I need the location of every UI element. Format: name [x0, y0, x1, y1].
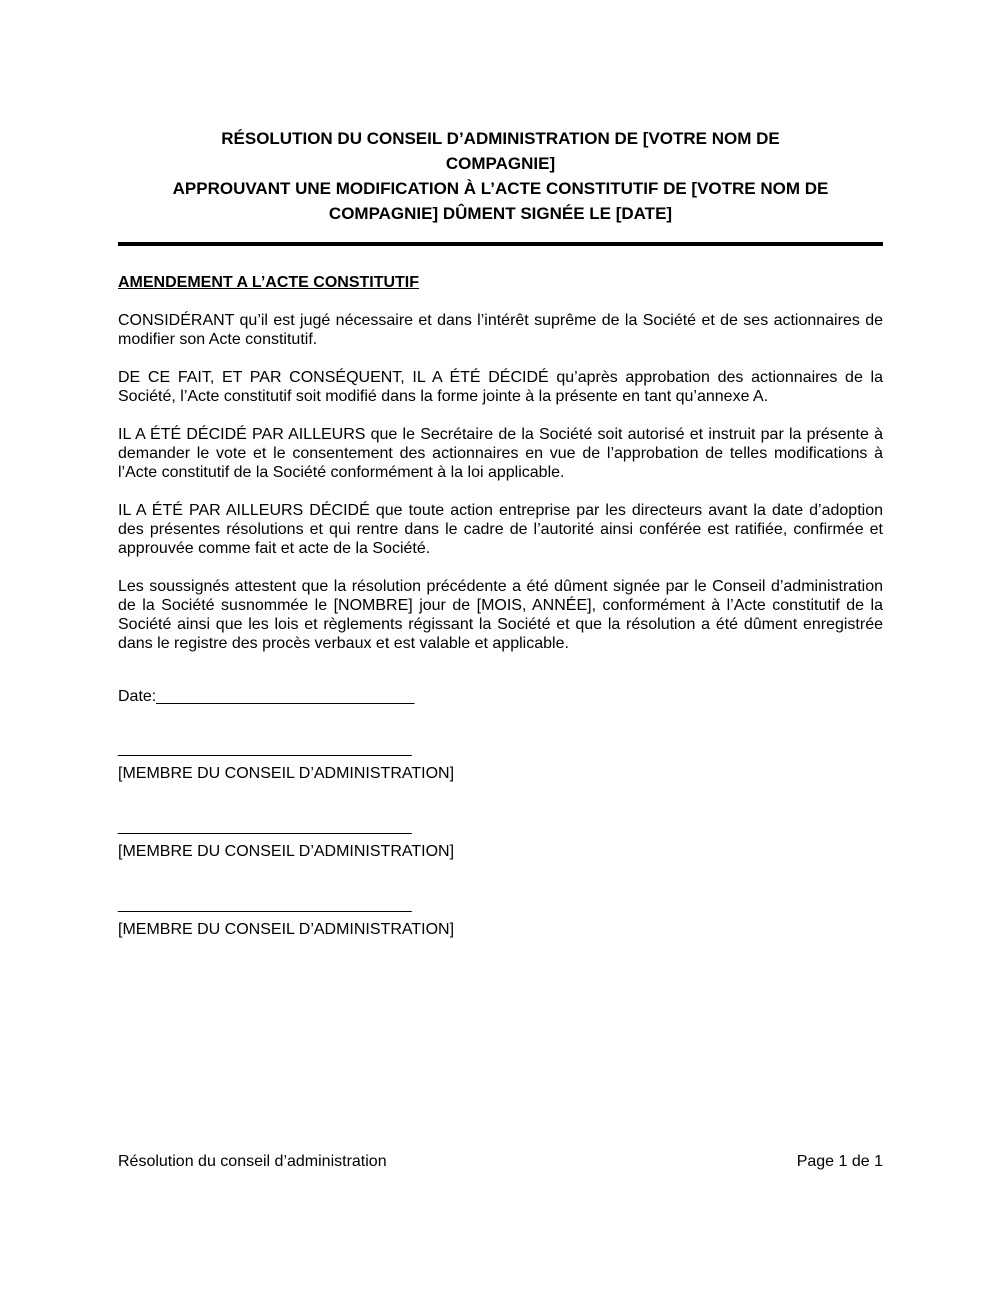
footer-page-number: Page 1 de 1: [796, 1153, 883, 1170]
footer-document-name: Résolution du conseil d’administration: [118, 1153, 387, 1170]
title-line: COMPAGNIE]: [445, 154, 556, 173]
date-label: Date:: [118, 688, 157, 705]
signature-line: _________________________________: [118, 896, 412, 913]
date-underline: _____________________________: [156, 688, 415, 705]
date-row: [118, 687, 883, 706]
signature-label: [MEMBRE DU CONSEIL D’ADMINISTRATION]: [118, 921, 455, 938]
title-line: APPROUVANT UNE MODIFICATION À L’ACTE CONSTITUTIF DE [VOTRE NOM DE: [172, 179, 829, 198]
paragraph-attestation: Les soussignés attestent que la résolution précédente a été dûment signée par le Conseil d’administration de la Société susnommée le [NOMBRE] jour de [MOIS, ANNÉE], conformément à l’Acte constitutif de la Société ainsi que les lois et règlements régissant la Société et que la résolution a été dûment enregistrée dans le registre des procès verbaux et est valable et applicable.: [118, 578, 883, 652]
signature-block: [118, 817, 883, 861]
page-footer: [118, 1152, 883, 1171]
signature-block: [118, 739, 883, 783]
paragraph-par-ailleurs-decide: IL A ÉTÉ PAR AILLEURS DÉCIDÉ que toute action entreprise par les directeurs avant la date d’adoption des présentes résolutions et qui rentre dans le cadre de l’autorité ainsi conférée est ratifiée, confirmée et approuvée comme fait et acte de la Société.: [118, 502, 883, 557]
signature-label: [MEMBRE DU CONSEIL D’ADMINISTRATION]: [118, 843, 455, 860]
signature-label: [MEMBRE DU CONSEIL D’ADMINISTRATION]: [118, 765, 455, 782]
signature-line: _________________________________: [118, 818, 412, 835]
paragraph-considerant: CONSIDÉRANT qu’il est jugé nécessaire et dans l’intérêt suprême de la Société et de ses actionnaires de modifier son Acte constitutif.: [118, 312, 883, 348]
title-line: RÉSOLUTION DU CONSEIL D’ADMINISTRATION DE [VOTRE NOM DE: [221, 129, 780, 148]
document-content: [118, 0, 883, 939]
signature-block: [118, 895, 883, 939]
paragraph-decide-par-ailleurs: IL A ÉTÉ DÉCIDÉ PAR AILLEURS que le Secrétaire de la Société soit autorisé et instruit par la présente à demander le vote et le consentement des actionnaires en vue de l’approbation de telles modifications à l’Acte constitutif de la Société conformément à la loi applicable.: [118, 426, 883, 481]
section-heading: AMENDEMENT A L’ACTE CONSTITUTIF: [118, 274, 420, 291]
title-divider-rule: [118, 242, 883, 246]
paragraph-de-ce-fait: DE CE FAIT, ET PAR CONSÉQUENT, IL A ÉTÉ DÉCIDÉ qu’après approbation des actionnaires de la Société, l’Acte constitutif soit modifié dans la forme jointe à la présente en tant qu’annexe A.: [118, 369, 883, 405]
signature-line: _________________________________: [118, 740, 412, 757]
title-line: COMPAGNIE] DÛMENT SIGNÉE LE [DATE]: [328, 204, 673, 223]
document-title: [118, 126, 883, 226]
